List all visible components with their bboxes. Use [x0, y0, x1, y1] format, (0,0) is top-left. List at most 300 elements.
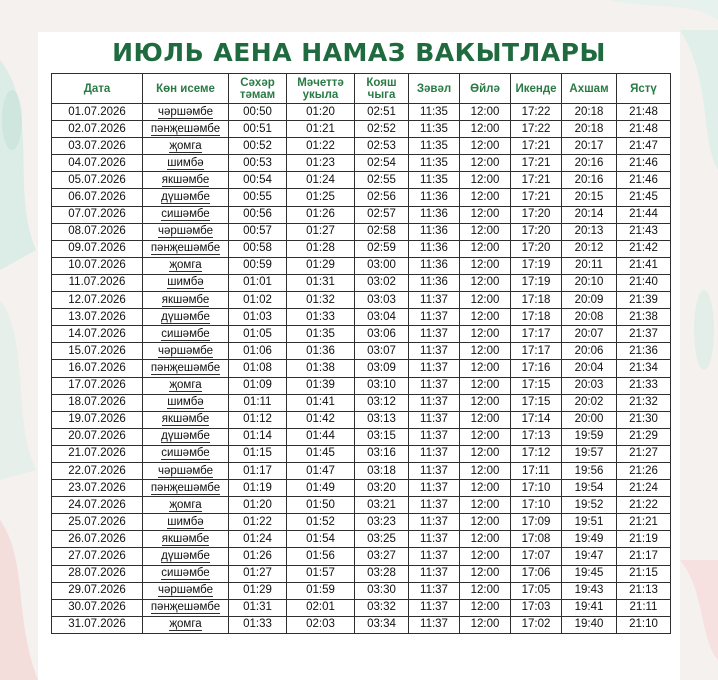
- zawal-cell: 11:37: [409, 565, 460, 582]
- mosque-reading-cell: 01:35: [287, 326, 355, 343]
- sunrise-cell: 03:25: [355, 531, 409, 548]
- table-row: [52, 548, 671, 565]
- zawal-cell: 11:36: [409, 189, 460, 206]
- akhsham-cell: 20:13: [562, 223, 617, 240]
- table-row: [52, 582, 671, 599]
- sahar-end-cell: 01:15: [229, 445, 287, 462]
- yastu-cell: 21:45: [617, 189, 671, 206]
- date-cell: 10.07.2026: [52, 257, 143, 274]
- table-row: [52, 206, 671, 223]
- date-cell: 24.07.2026: [52, 497, 143, 514]
- column-header-mosque-reading: Мәчеттә укыла: [287, 74, 355, 104]
- table-row: [52, 531, 671, 548]
- sunrise-cell: 03:06: [355, 326, 409, 343]
- day-name-label: пәнҗешәмбе: [150, 122, 221, 135]
- akhsham-cell: 20:14: [562, 206, 617, 223]
- yastu-cell: 21:29: [617, 428, 671, 445]
- table-row: [52, 480, 671, 497]
- yastu-cell: 21:32: [617, 394, 671, 411]
- day-name-label: шимбә: [167, 396, 204, 409]
- table-row: [52, 514, 671, 531]
- akhsham-cell: 20:12: [562, 240, 617, 257]
- oila-cell: 12:00: [460, 155, 511, 172]
- day-name-label: якшәмбе: [161, 532, 210, 545]
- mosque-reading-cell: 01:21: [287, 121, 355, 138]
- day-name-label: дүшәмбе: [161, 549, 210, 562]
- table-row: [52, 565, 671, 582]
- ikende-cell: 17:07: [511, 548, 562, 565]
- table-row: [52, 223, 671, 240]
- zawal-cell: 11:37: [409, 514, 460, 531]
- oila-cell: 12:00: [460, 411, 511, 428]
- day-name-label: җомга: [169, 259, 202, 272]
- akhsham-cell: 19:47: [562, 548, 617, 565]
- ikende-cell: 17:21: [511, 172, 562, 189]
- akhsham-cell: 20:18: [562, 121, 617, 138]
- day-name-cell: [143, 223, 229, 240]
- date-cell: 29.07.2026: [52, 582, 143, 599]
- day-name-label: сишәмбе: [161, 208, 210, 221]
- sunrise-cell: 02:53: [355, 138, 409, 155]
- day-name-cell: [143, 599, 229, 616]
- sunrise-cell: 03:15: [355, 428, 409, 445]
- day-name-cell: [143, 257, 229, 274]
- oila-cell: 12:00: [460, 531, 511, 548]
- akhsham-cell: 20:08: [562, 309, 617, 326]
- ikende-cell: 17:19: [511, 257, 562, 274]
- ikende-cell: 17:21: [511, 155, 562, 172]
- yastu-cell: 21:30: [617, 411, 671, 428]
- oila-cell: 12:00: [460, 394, 511, 411]
- day-name-cell: [143, 121, 229, 138]
- oila-cell: 12:00: [460, 309, 511, 326]
- day-name-cell: [143, 616, 229, 633]
- date-cell: 03.07.2026: [52, 138, 143, 155]
- column-header-day-name: Көн исеме: [143, 74, 229, 104]
- zawal-cell: 11:36: [409, 257, 460, 274]
- day-name-cell: [143, 240, 229, 257]
- sunrise-cell: 03:00: [355, 257, 409, 274]
- sahar-end-cell: 01:19: [229, 480, 287, 497]
- date-cell: 27.07.2026: [52, 548, 143, 565]
- ikende-cell: 17:19: [511, 274, 562, 291]
- oila-cell: 12:00: [460, 565, 511, 582]
- table-row: [52, 274, 671, 291]
- sahar-end-cell: 01:31: [229, 599, 287, 616]
- ikende-cell: 17:15: [511, 394, 562, 411]
- sunrise-cell: 02:52: [355, 121, 409, 138]
- sahar-end-cell: 00:58: [229, 240, 287, 257]
- mosque-reading-cell: 01:29: [287, 257, 355, 274]
- sahar-end-cell: 01:29: [229, 582, 287, 599]
- zawal-cell: 11:37: [409, 531, 460, 548]
- date-cell: 09.07.2026: [52, 240, 143, 257]
- date-cell: 25.07.2026: [52, 514, 143, 531]
- zawal-cell: 11:37: [409, 582, 460, 599]
- yastu-cell: 21:41: [617, 257, 671, 274]
- day-name-cell: [143, 206, 229, 223]
- mosque-reading-cell: 01:23: [287, 155, 355, 172]
- oila-cell: 12:00: [460, 223, 511, 240]
- sunrise-cell: 03:12: [355, 394, 409, 411]
- date-cell: 01.07.2026: [52, 104, 143, 121]
- sahar-end-cell: 01:33: [229, 616, 287, 633]
- day-name-cell: [143, 531, 229, 548]
- ikende-cell: 17:20: [511, 240, 562, 257]
- day-name-cell: [143, 480, 229, 497]
- zawal-cell: 11:35: [409, 155, 460, 172]
- yastu-cell: 21:24: [617, 480, 671, 497]
- akhsham-cell: 20:02: [562, 394, 617, 411]
- sunrise-cell: 02:58: [355, 223, 409, 240]
- zawal-cell: 11:37: [409, 394, 460, 411]
- day-name-label: чәршәмбе: [157, 105, 214, 118]
- prayer-times-table: [51, 73, 671, 634]
- sahar-end-cell: 01:11: [229, 394, 287, 411]
- mosque-reading-cell: 01:28: [287, 240, 355, 257]
- sunrise-cell: 03:32: [355, 599, 409, 616]
- date-cell: 11.07.2026: [52, 274, 143, 291]
- sahar-end-cell: 00:55: [229, 189, 287, 206]
- day-name-cell: [143, 292, 229, 309]
- table-row: [52, 599, 671, 616]
- akhsham-cell: 20:11: [562, 257, 617, 274]
- yastu-cell: 21:48: [617, 104, 671, 121]
- date-cell: 06.07.2026: [52, 189, 143, 206]
- table-row: [52, 121, 671, 138]
- date-cell: 17.07.2026: [52, 377, 143, 394]
- yastu-cell: 21:26: [617, 462, 671, 479]
- sunrise-cell: 02:51: [355, 104, 409, 121]
- schedule-panel: [38, 32, 680, 680]
- ikende-cell: 17:18: [511, 309, 562, 326]
- akhsham-cell: 19:52: [562, 497, 617, 514]
- day-name-label: җомга: [169, 618, 202, 631]
- yastu-cell: 21:40: [617, 274, 671, 291]
- table-row: [52, 138, 671, 155]
- ikende-cell: 17:22: [511, 121, 562, 138]
- oila-cell: 12:00: [460, 274, 511, 291]
- day-name-cell: [143, 565, 229, 582]
- mosque-reading-cell: 01:33: [287, 309, 355, 326]
- day-name-cell: [143, 497, 229, 514]
- ikende-cell: 17:17: [511, 343, 562, 360]
- akhsham-cell: 19:45: [562, 565, 617, 582]
- sahar-end-cell: 01:17: [229, 462, 287, 479]
- oila-cell: 12:00: [460, 428, 511, 445]
- day-name-label: якшәмбе: [161, 173, 210, 186]
- date-cell: 30.07.2026: [52, 599, 143, 616]
- day-name-label: якшәмбе: [161, 293, 210, 306]
- oila-cell: 12:00: [460, 616, 511, 633]
- column-header-zawal: Зәвәл: [409, 74, 460, 104]
- sahar-end-cell: 01:22: [229, 514, 287, 531]
- mosque-reading-cell: 01:39: [287, 377, 355, 394]
- day-name-label: шимбә: [167, 515, 204, 528]
- sahar-end-cell: 01:27: [229, 565, 287, 582]
- day-name-cell: [143, 377, 229, 394]
- akhsham-cell: 20:00: [562, 411, 617, 428]
- sunrise-cell: 03:07: [355, 343, 409, 360]
- ikende-cell: 17:05: [511, 582, 562, 599]
- mosque-reading-cell: 01:56: [287, 548, 355, 565]
- table-body: [52, 104, 671, 634]
- table-row: [52, 326, 671, 343]
- sunrise-cell: 02:54: [355, 155, 409, 172]
- zawal-cell: 11:37: [409, 462, 460, 479]
- oila-cell: 12:00: [460, 138, 511, 155]
- sunrise-cell: 03:20: [355, 480, 409, 497]
- day-name-label: пәнҗешәмбе: [150, 481, 221, 494]
- date-cell: 28.07.2026: [52, 565, 143, 582]
- day-name-label: дүшәмбе: [161, 310, 210, 323]
- day-name-cell: [143, 138, 229, 155]
- day-name-label: сишәмбе: [161, 567, 210, 580]
- yastu-cell: 21:48: [617, 121, 671, 138]
- sahar-end-cell: 01:02: [229, 292, 287, 309]
- column-header-sunrise: Кояш чыга: [355, 74, 409, 104]
- day-name-cell: [143, 428, 229, 445]
- date-cell: 21.07.2026: [52, 445, 143, 462]
- ikende-cell: 17:06: [511, 565, 562, 582]
- akhsham-cell: 19:51: [562, 514, 617, 531]
- sunrise-cell: 03:18: [355, 462, 409, 479]
- oila-cell: 12:00: [460, 189, 511, 206]
- zawal-cell: 11:37: [409, 343, 460, 360]
- yastu-cell: 21:33: [617, 377, 671, 394]
- ikende-cell: 17:16: [511, 360, 562, 377]
- sunrise-cell: 03:03: [355, 292, 409, 309]
- akhsham-cell: 20:16: [562, 155, 617, 172]
- table-row: [52, 257, 671, 274]
- oila-cell: 12:00: [460, 582, 511, 599]
- ikende-cell: 17:09: [511, 514, 562, 531]
- date-cell: 14.07.2026: [52, 326, 143, 343]
- sahar-end-cell: 01:03: [229, 309, 287, 326]
- sunrise-cell: 03:27: [355, 548, 409, 565]
- sunrise-cell: 02:55: [355, 172, 409, 189]
- day-name-cell: [143, 582, 229, 599]
- date-cell: 23.07.2026: [52, 480, 143, 497]
- sahar-end-cell: 00:56: [229, 206, 287, 223]
- oila-cell: 12:00: [460, 462, 511, 479]
- yastu-cell: 21:46: [617, 155, 671, 172]
- date-cell: 31.07.2026: [52, 616, 143, 633]
- day-name-label: чәршәмбе: [157, 464, 214, 477]
- sahar-end-cell: 01:20: [229, 497, 287, 514]
- ikende-cell: 17:17: [511, 326, 562, 343]
- sahar-end-cell: 00:50: [229, 104, 287, 121]
- mosque-reading-cell: 01:54: [287, 531, 355, 548]
- table-row: [52, 428, 671, 445]
- day-name-label: якшәмбе: [161, 413, 210, 426]
- date-cell: 07.07.2026: [52, 206, 143, 223]
- mosque-reading-cell: 01:22: [287, 138, 355, 155]
- date-cell: 16.07.2026: [52, 360, 143, 377]
- day-name-label: пәнҗешәмбе: [150, 361, 221, 374]
- day-name-label: шимбә: [167, 156, 204, 169]
- ikende-cell: 17:14: [511, 411, 562, 428]
- day-name-cell: [143, 104, 229, 121]
- yastu-cell: 21:11: [617, 599, 671, 616]
- table-row: [52, 445, 671, 462]
- sahar-end-cell: 00:53: [229, 155, 287, 172]
- yastu-cell: 21:22: [617, 497, 671, 514]
- akhsham-cell: 20:16: [562, 172, 617, 189]
- oila-cell: 12:00: [460, 240, 511, 257]
- yastu-cell: 21:17: [617, 548, 671, 565]
- akhsham-cell: 19:41: [562, 599, 617, 616]
- akhsham-cell: 19:49: [562, 531, 617, 548]
- sahar-end-cell: 00:52: [229, 138, 287, 155]
- column-header-sahar-end: Сәхәр тәмам: [229, 74, 287, 104]
- zawal-cell: 11:37: [409, 548, 460, 565]
- day-name-cell: [143, 155, 229, 172]
- yastu-cell: 21:38: [617, 309, 671, 326]
- mosque-reading-cell: 01:44: [287, 428, 355, 445]
- yastu-cell: 21:13: [617, 582, 671, 599]
- akhsham-cell: 19:54: [562, 480, 617, 497]
- date-cell: 19.07.2026: [52, 411, 143, 428]
- zawal-cell: 11:36: [409, 274, 460, 291]
- yastu-cell: 21:36: [617, 343, 671, 360]
- column-header-akhsham: Ахшам: [562, 74, 617, 104]
- page-title: ИЮЛЬ АЕНА НАМАЗ ВАКЫТЛАРЫ: [112, 38, 606, 67]
- mosque-reading-cell: 01:36: [287, 343, 355, 360]
- mosque-reading-cell: 02:01: [287, 599, 355, 616]
- day-name-label: шимбә: [167, 276, 204, 289]
- day-name-cell: [143, 309, 229, 326]
- mosque-reading-cell: 01:27: [287, 223, 355, 240]
- sahar-end-cell: 01:09: [229, 377, 287, 394]
- yastu-cell: 21:19: [617, 531, 671, 548]
- sunrise-cell: 03:34: [355, 616, 409, 633]
- zawal-cell: 11:36: [409, 240, 460, 257]
- zawal-cell: 11:37: [409, 377, 460, 394]
- ikende-cell: 17:20: [511, 206, 562, 223]
- sunrise-cell: 02:59: [355, 240, 409, 257]
- akhsham-cell: 20:04: [562, 360, 617, 377]
- sahar-end-cell: 00:59: [229, 257, 287, 274]
- day-name-label: пәнҗешәмбе: [150, 242, 221, 255]
- akhsham-cell: 20:03: [562, 377, 617, 394]
- table-row: [52, 104, 671, 121]
- yastu-cell: 21:46: [617, 172, 671, 189]
- day-name-cell: [143, 274, 229, 291]
- date-cell: 26.07.2026: [52, 531, 143, 548]
- column-header-date: Дата: [52, 74, 143, 104]
- akhsham-cell: 19:57: [562, 445, 617, 462]
- sunrise-cell: 03:13: [355, 411, 409, 428]
- day-name-label: дүшәмбе: [161, 191, 210, 204]
- date-cell: 12.07.2026: [52, 292, 143, 309]
- sahar-end-cell: 00:54: [229, 172, 287, 189]
- date-cell: 13.07.2026: [52, 309, 143, 326]
- ikende-cell: 17:11: [511, 462, 562, 479]
- table-row: [52, 360, 671, 377]
- zawal-cell: 11:37: [409, 309, 460, 326]
- table-row: [52, 189, 671, 206]
- yastu-cell: 21:43: [617, 223, 671, 240]
- sahar-end-cell: 01:01: [229, 274, 287, 291]
- yastu-cell: 21:47: [617, 138, 671, 155]
- sunrise-cell: 03:23: [355, 514, 409, 531]
- table-row: [52, 377, 671, 394]
- sunrise-cell: 03:02: [355, 274, 409, 291]
- oila-cell: 12:00: [460, 206, 511, 223]
- column-header-ikende: Икенде: [511, 74, 562, 104]
- column-header-yastu: Ястү: [617, 74, 671, 104]
- mosque-reading-cell: 01:32: [287, 292, 355, 309]
- oila-cell: 12:00: [460, 121, 511, 138]
- day-name-label: җомга: [169, 379, 202, 392]
- mosque-reading-cell: 01:45: [287, 445, 355, 462]
- mosque-reading-cell: 01:20: [287, 104, 355, 121]
- day-name-cell: [143, 411, 229, 428]
- date-cell: 04.07.2026: [52, 155, 143, 172]
- column-header-oila: Өйлә: [460, 74, 511, 104]
- oila-cell: 12:00: [460, 377, 511, 394]
- sahar-end-cell: 01:24: [229, 531, 287, 548]
- ikende-cell: 17:21: [511, 189, 562, 206]
- day-name-label: чәршәмбе: [157, 584, 214, 597]
- zawal-cell: 11:35: [409, 121, 460, 138]
- zawal-cell: 11:37: [409, 616, 460, 633]
- akhsham-cell: 20:10: [562, 274, 617, 291]
- mosque-reading-cell: 01:26: [287, 206, 355, 223]
- table-row: [52, 292, 671, 309]
- mosque-reading-cell: 01:47: [287, 462, 355, 479]
- oila-cell: 12:00: [460, 445, 511, 462]
- day-name-cell: [143, 360, 229, 377]
- ikende-cell: 17:21: [511, 138, 562, 155]
- day-name-cell: [143, 548, 229, 565]
- day-name-cell: [143, 514, 229, 531]
- akhsham-cell: 20:07: [562, 326, 617, 343]
- sunrise-cell: 02:57: [355, 206, 409, 223]
- mosque-reading-cell: 01:50: [287, 497, 355, 514]
- table-row: [52, 462, 671, 479]
- table-row: [52, 497, 671, 514]
- akhsham-cell: 20:15: [562, 189, 617, 206]
- yastu-cell: 21:34: [617, 360, 671, 377]
- ikende-cell: 17:15: [511, 377, 562, 394]
- mosque-reading-cell: 01:59: [287, 582, 355, 599]
- akhsham-cell: 19:40: [562, 616, 617, 633]
- ikende-cell: 17:10: [511, 497, 562, 514]
- sunrise-cell: 02:56: [355, 189, 409, 206]
- sahar-end-cell: 01:12: [229, 411, 287, 428]
- yastu-cell: 21:27: [617, 445, 671, 462]
- sunrise-cell: 03:10: [355, 377, 409, 394]
- zawal-cell: 11:37: [409, 428, 460, 445]
- sahar-end-cell: 01:08: [229, 360, 287, 377]
- sunrise-cell: 03:09: [355, 360, 409, 377]
- ikende-cell: 17:13: [511, 428, 562, 445]
- date-cell: 22.07.2026: [52, 462, 143, 479]
- oila-cell: 12:00: [460, 292, 511, 309]
- zawal-cell: 11:36: [409, 206, 460, 223]
- oila-cell: 12:00: [460, 257, 511, 274]
- table-row: [52, 155, 671, 172]
- akhsham-cell: 20:09: [562, 292, 617, 309]
- sunrise-cell: 03:28: [355, 565, 409, 582]
- oila-cell: 12:00: [460, 599, 511, 616]
- yastu-cell: 21:42: [617, 240, 671, 257]
- date-cell: 02.07.2026: [52, 121, 143, 138]
- zawal-cell: 11:37: [409, 445, 460, 462]
- day-name-cell: [143, 326, 229, 343]
